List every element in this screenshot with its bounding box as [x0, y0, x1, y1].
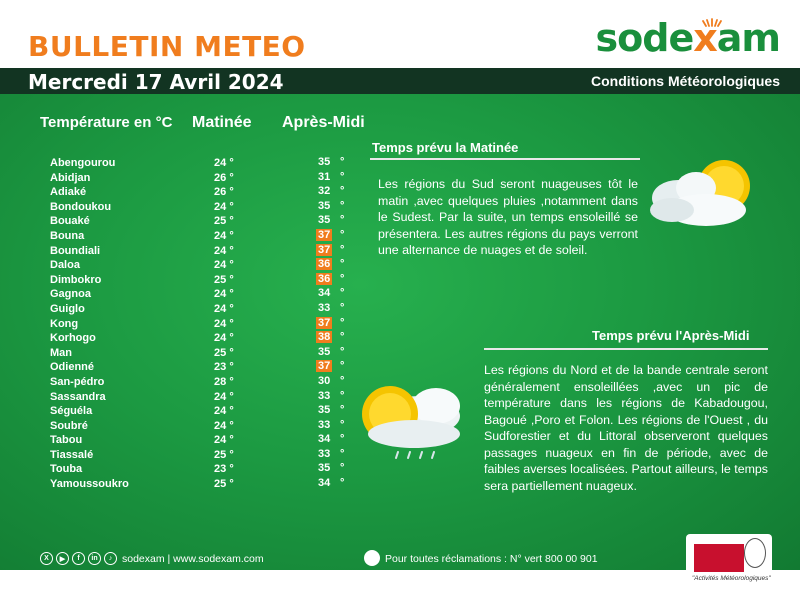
city-name: Man	[50, 346, 72, 359]
morning-temp: 26 °	[214, 171, 234, 184]
morning-temp: 26 °	[214, 186, 234, 199]
city-name: Yamoussoukro	[50, 478, 129, 491]
date-band	[0, 68, 800, 94]
table-row	[50, 185, 350, 200]
morning-temp: 24 °	[214, 259, 234, 272]
table-row	[50, 200, 350, 215]
morning-temp: 24 °	[214, 244, 234, 257]
reclamation-text: Pour toutes réclamations : N° vert 800 00 901	[385, 553, 598, 565]
afternoon-temp: 33	[318, 447, 331, 460]
afternoon-unit: °	[340, 272, 345, 285]
afternoon-unit: °	[340, 477, 345, 490]
bureau-veritas-logo	[694, 544, 744, 572]
morning-divider	[370, 158, 640, 160]
bulletin-date: Mercredi 17 Avril 2024	[28, 70, 284, 94]
table-row	[50, 375, 350, 390]
table-row	[50, 273, 350, 288]
col-header-matinee: Matinée	[192, 114, 252, 131]
phone-icon	[364, 550, 380, 566]
city-name: Abengourou	[50, 157, 116, 169]
morning-temp: 24 °	[214, 200, 234, 213]
afternoon-temp: 37	[318, 228, 331, 241]
afternoon-temp: 36	[318, 258, 331, 271]
bottom-strip	[0, 570, 800, 590]
afternoon-unit: °	[340, 389, 345, 402]
city-name: Séguéla	[50, 405, 93, 418]
afternoon-temp: 34	[318, 287, 331, 300]
table-row	[50, 244, 350, 259]
city-name: Guiglo	[50, 302, 85, 315]
afternoon-unit: °	[340, 301, 345, 314]
afternoon-temp: 33	[318, 301, 331, 314]
morning-temp: 23 °	[214, 361, 234, 374]
x-icon[interactable]: X	[40, 552, 53, 565]
afternoon-unit: °	[340, 316, 345, 329]
facebook-icon[interactable]: f	[72, 552, 85, 565]
afternoon-temp: 30	[318, 374, 331, 387]
morning-temp: 24 °	[214, 419, 234, 432]
website-link[interactable]: sodexam | www.sodexam.com	[122, 553, 264, 565]
city-name: Soubré	[50, 419, 88, 432]
afternoon-temp: 34	[318, 477, 331, 490]
social-links	[40, 552, 117, 565]
afternoon-forecast-text: Les régions du Nord et de la bande centrale seront généralement ensoleillées ,avec un pic de température dans les régions de Kabadougou, Bagoué ,Poro et Folon. Les régions de l'Ouest , du Sudforestier et du Littoral observeront quelques passages nuageux en fin de période, avec de faibles averses localisées. Partout ailleurs, le temps sera partiellement nuageux.	[484, 363, 768, 493]
morning-temp: 24 °	[214, 332, 234, 345]
table-row	[50, 390, 350, 405]
city-name: Abidjan	[50, 171, 91, 184]
city-name: Bouaké	[50, 215, 90, 228]
afternoon-temp: 37	[318, 316, 331, 329]
afternoon-unit: °	[340, 243, 345, 256]
city-name: Sassandra	[50, 390, 106, 403]
morning-temp: 25 °	[214, 273, 234, 286]
city-name: Dimbokro	[50, 273, 102, 286]
afternoon-unit: °	[340, 331, 345, 344]
afternoon-unit: °	[340, 447, 345, 460]
temperature-table	[50, 156, 350, 492]
city-name: Touba	[50, 463, 83, 476]
city-name: Adiaké	[50, 186, 87, 199]
table-row	[50, 317, 350, 332]
afternoon-temp: 37	[318, 243, 331, 256]
city-name: Tabou	[50, 434, 83, 447]
col-header-apres-midi: Après-Midi	[282, 114, 365, 131]
city-name: Odienné	[50, 361, 95, 374]
table-row	[50, 156, 350, 171]
table-row	[50, 302, 350, 317]
footer-bar	[0, 540, 800, 570]
conditions-label: Conditions Météorologiques	[591, 73, 780, 89]
city-name: Bondoukou	[50, 200, 112, 213]
afternoon-unit: °	[340, 462, 345, 475]
bulletin-title: BULLETIN METEO	[28, 30, 306, 63]
afternoon-unit: °	[340, 404, 345, 417]
afternoon-unit: °	[340, 287, 345, 300]
afternoon-unit: °	[340, 214, 345, 227]
afternoon-temp: 31	[318, 170, 331, 183]
afternoon-unit: °	[340, 199, 345, 212]
morning-temp: 24 °	[214, 157, 234, 169]
morning-temp: 25 °	[214, 478, 234, 491]
table-row	[50, 331, 350, 346]
table-row	[50, 287, 350, 302]
table-row	[50, 258, 350, 273]
afternoon-temp: 38	[318, 331, 331, 344]
afternoon-temp: 34	[318, 433, 331, 446]
city-name: Kong	[50, 317, 79, 330]
sodexam-logo	[596, 16, 780, 60]
table-row	[50, 171, 350, 186]
morning-temp: 24 °	[214, 302, 234, 315]
city-name: Daloa	[50, 259, 80, 272]
afternoon-temp: 36	[318, 272, 331, 285]
morning-forecast-text: Les régions du Sud seront nuageuses tôt le matin ,avec quelques pluies ,notamment dans le Sudest. Par la suite, un temps ensoleillé se présentera. Les autres régions du pays verront une alternance de nuages et de soleil.	[378, 177, 638, 257]
afternoon-temp: 35	[318, 156, 331, 168]
morning-temp: 24 °	[214, 229, 234, 242]
city-name: Gagnoa	[50, 288, 91, 301]
afternoon-unit: °	[340, 185, 345, 198]
table-row	[50, 360, 350, 375]
afternoon-temp: 35	[318, 404, 331, 417]
morning-temp: 28 °	[214, 375, 234, 388]
table-row	[50, 214, 350, 229]
table-row	[50, 433, 350, 448]
morning-temp: 24 °	[214, 405, 234, 418]
afternoon-temp: 35	[318, 462, 331, 475]
afternoon-unit: °	[340, 360, 345, 373]
morning-temp: 25 °	[214, 215, 234, 228]
table-row	[50, 419, 350, 434]
top-header	[0, 0, 800, 68]
main-panel	[0, 94, 800, 570]
afternoon-unit: °	[340, 170, 345, 183]
sun-cloud-rain-icon	[348, 372, 470, 472]
logo-suffix: am	[716, 16, 780, 60]
afternoon-temp: 32	[318, 185, 331, 198]
table-row	[50, 448, 350, 463]
table-row	[50, 477, 350, 492]
afternoon-unit: °	[340, 228, 345, 241]
afternoon-temp: 33	[318, 418, 331, 431]
cert-caption: "Activités Météorologiques"	[692, 575, 771, 582]
afternoon-temp: 35	[318, 199, 331, 212]
city-name: San-pédro	[50, 375, 105, 388]
afternoon-forecast-title: Temps prévu l'Après-Midi	[592, 328, 750, 343]
city-name: Tiassalé	[50, 448, 94, 461]
morning-temp: 24 °	[214, 390, 234, 403]
tiktok-icon[interactable]: ♪	[104, 552, 117, 565]
logo-x: x	[693, 16, 717, 60]
afternoon-temp: 37	[318, 360, 331, 373]
morning-forecast-title: Temps prévu la Matinée	[372, 140, 519, 155]
morning-temp: 24 °	[214, 317, 234, 330]
sun-cloud-icon	[646, 150, 764, 240]
afternoon-unit: °	[340, 345, 345, 358]
logo-prefix: sode	[595, 16, 694, 60]
col-header-temperature: Température en °C	[40, 114, 173, 131]
city-name: Korhogo	[50, 332, 96, 345]
afternoon-divider	[484, 348, 768, 350]
table-row	[50, 462, 350, 477]
morning-temp: 23 °	[214, 463, 234, 476]
afternoon-temp: 35	[318, 214, 331, 227]
certification-badge	[686, 534, 772, 586]
city-name: Bouna	[50, 229, 85, 242]
afternoon-unit: °	[340, 418, 345, 431]
afternoon-unit: °	[340, 433, 345, 446]
afternoon-temp: 35	[318, 345, 331, 358]
afternoon-temp: 33	[318, 389, 331, 402]
table-row	[50, 404, 350, 419]
sun-rays-icon	[702, 17, 722, 27]
afternoon-unit: °	[340, 156, 345, 168]
city-name: Boundiali	[50, 244, 101, 257]
afternoon-unit: °	[340, 258, 345, 271]
afternoon-unit: °	[340, 374, 345, 387]
morning-temp: 25 °	[214, 448, 234, 461]
youtube-icon[interactable]: ▶	[56, 552, 69, 565]
table-row	[50, 229, 350, 244]
morning-temp: 24 °	[214, 288, 234, 301]
morning-temp: 25 °	[214, 346, 234, 359]
morning-temp: 24 °	[214, 434, 234, 447]
table-row	[50, 346, 350, 361]
linkedin-icon[interactable]: in	[88, 552, 101, 565]
certification-seal-icon	[744, 538, 766, 568]
